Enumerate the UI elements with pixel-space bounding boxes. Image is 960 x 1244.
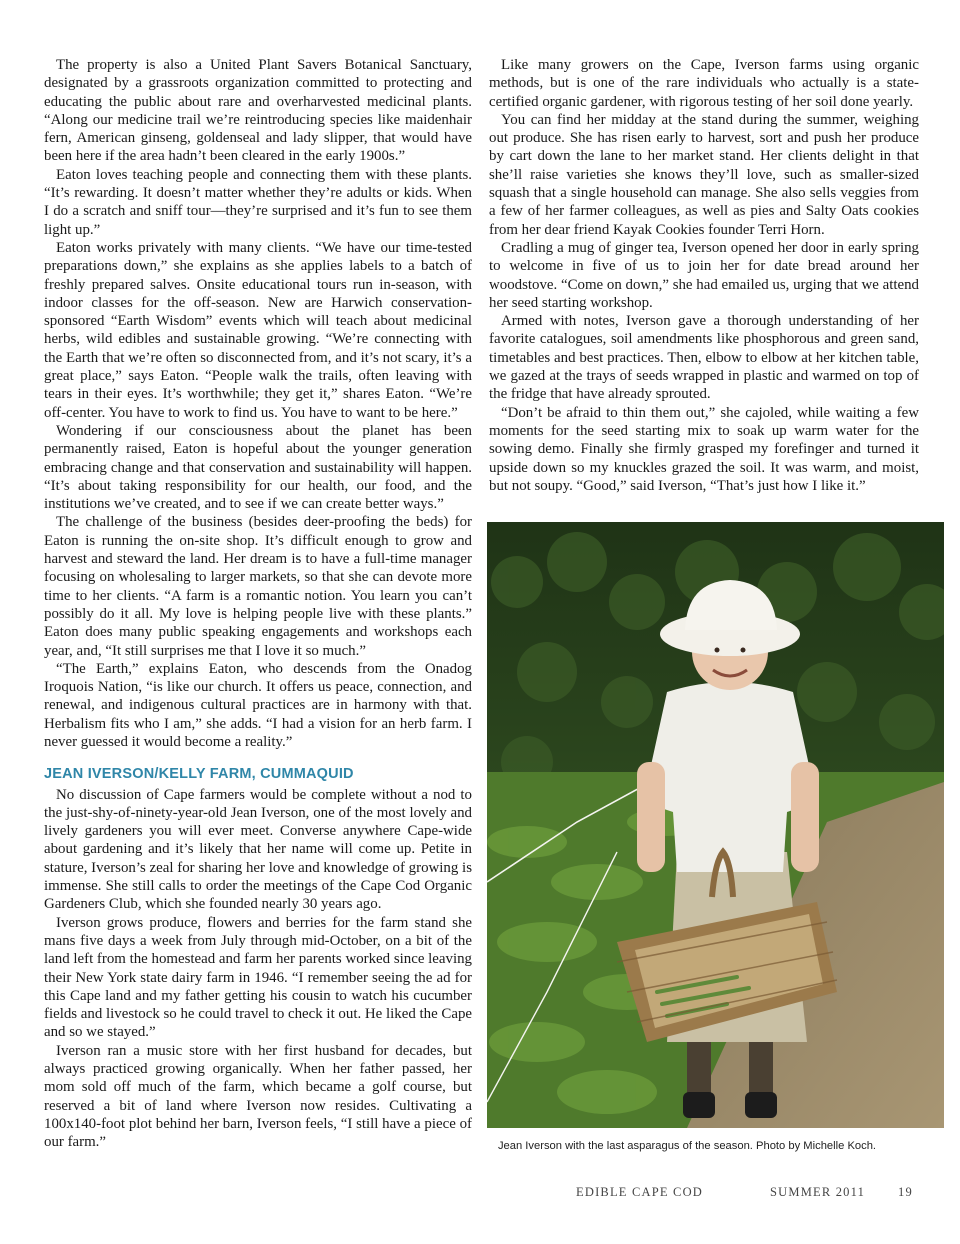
left-text-column [44,56,472,1152]
body-paragraph: Eaton works privately with many clients. “We have our time-tested preparations down,” she explains as she applies labels to a batch of freshly prepared salves. Onsite educational tours run in-season, with indoor classes for the off-season. New are Harwich conservation-sponsored “Earth Wisdom” events which will teach about medicinal herbs, wild edibles and sustainable growing. “We’re connecting with the Earth that we’re often so disconnected from, and it’s not scary, it’s a great place,” says Eaton. “People walk the trails, often leaving with tears in their eyes. It’s worthwhile; they get it,” shares Eaton. “We’re off-center. You have to work to find us. You have to want to be here.” [44,239,472,421]
body-paragraph: No discussion of Cape farmers would be complete without a nod to the just-shy-of-ninety-year-old Jean Iverson, one of the most lovely and lively gardeners you will ever meet. Converse anywhere Cape-wide about gardening and it’s likely that her name will come up. Petite in stature, Iverson’s zeal for sharing her love and knowledge of growing is immense. She still calls to order the meetings of the Cape Cod Organic Gardeners Club, which she founded nearly 30 years ago. [44,786,472,913]
right-text-column [489,56,919,495]
body-paragraph: Wondering if our consciousness about the planet has been permanently raised, Eaton is hopeful about the younger generation embracing change and that conservation and sustainability will happen. “It’s about taking responsibility for our health, our food, and the institutions we’ve created, and to see if we can create better ways.” [44,422,472,513]
publication-name: EDIBLE CAPE COD [576,1185,704,1199]
section-heading: JEAN IVERSON/KELLY FARM, CUMMAQUID [44,766,354,783]
body-paragraph: Iverson ran a music store with her first husband for decades, but always practiced growing organically. When her father passed, her mom sold off much of the farm, which became a golf course, but reserved a bit of land where Iverson now resides. Cultivating a 100x140-foot plot behind her barn, Iverson feels, “I still have a piece of our farm.” [44,1042,472,1151]
page-number: 19 [898,1185,913,1199]
farmer-photo [487,522,944,1128]
body-paragraph: The property is also a United Plant Savers Botanical Sanctuary, designated by a grassroots organization committed to protecting and educating the public about rare and overharvested medicinal plants. “Along our medicine trail we’re reintroducing species like maidenhair fern, American ginseng, goldenseal and lady slipper, that would have been here if the area hadn’t been cleared in the early 1900s.” [44,57,472,165]
body-paragraph: Cradling a mug of ginger tea, Iverson opened her door in early spring to welcome in five of us to join her for date bread around her woodstove. “Come on down,” she had emailed us, urging that we attend her seed starting workshop. [489,239,919,311]
body-paragraph: Like many growers on the Cape, Iverson farms using organic methods, but is one of the rare individuals who actually is a state-certified organic gardener, with rigorous testing of her soil done yearly. [489,57,919,110]
body-paragraph: You can find her midday at the stand during the summer, weighing out produce. She has risen early to harvest, sort and push her produce by cart down the lane to her market stand. Her clients delight in that she’ll raise varieties she knows they’ll love, such as smaller-sized squash that a single household can manage. She also sells veggies from a few of her farmer colleagues, as well as pies and Salty Oats cookies from her dear friend Kayak Cookies founder Terri Horn. [489,111,919,238]
body-paragraph: Iverson grows produce, flowers and berries for the farm stand she mans five days a week from July through mid-October, on a bit of the land left from the homestead and farm her parents worked since leaving their New York state dairy farm in 1946. “I remember seeing the ad for this Cape land and my father getting his cousin to watch his cucumber fields and livestock so he could travel to check it out. He liked the Cape and so we stayed.” [44,914,472,1041]
body-paragraph: The challenge of the business (besides deer-proofing the beds) for Eaton is running the on-site shop. It’s difficult enough to grow and harvest and steward the land. Her dream is to have a full-time manager focusing on wholesaling to larger markets, so that she can devote more time to her clients. “A farm is a romantic notion. You learn you can’t possibly do it all. My love is helping people live with these plants.” Eaton does many public speaking engagements and workshops each year, and, “It still surprises me that I love it so much.” [44,514,472,659]
body-paragraph: Armed with notes, Iverson gave a thorough understanding of her favorite catalogues, soil amendments like phosphorous and green sand, timetables and best practices. Then, elbow to elbow at her kitchen table, we gazed at the trays of seeds wrapped in plastic and warmed on top of the fridge that have already sprouted. [489,313,919,403]
photo-caption: Jean Iverson with the last asparagus of the season. Photo by Michelle Koch. [497,1140,877,1152]
body-paragraph: “Don’t be afraid to thin them out,” she cajoled, while waiting a few moments for the seed starting mix to soak up warm water for the sowing demo. Finally she firmly grasped my forefinger and turned it upside down so my knuckles grazed the soil. It was warm, and moist, but not soupy. “Good,” said Iverson, “That’s just how I like it.” [489,404,919,494]
issue-date: SUMMER 2011 [770,1185,866,1199]
body-paragraph: Eaton loves teaching people and connecting them with these plants. “It’s rewarding. It doesn’t matter whether they’re adults or kids. When I do a scratch and sniff tour—they’re surprised and it’s fun to see them light up.” [44,166,472,238]
body-paragraph: “The Earth,” explains Eaton, who descends from the Onadog Iroquois Nation, “is like our church. It offers us peace, connection, and renewal, and indigenous cultural practices are in harmony with that. Herbalism fits who I am,” she adds. “I had a vision for an herb farm. I never guessed it would become a reality.” [44,660,472,750]
garden-illustration [487,522,944,1128]
